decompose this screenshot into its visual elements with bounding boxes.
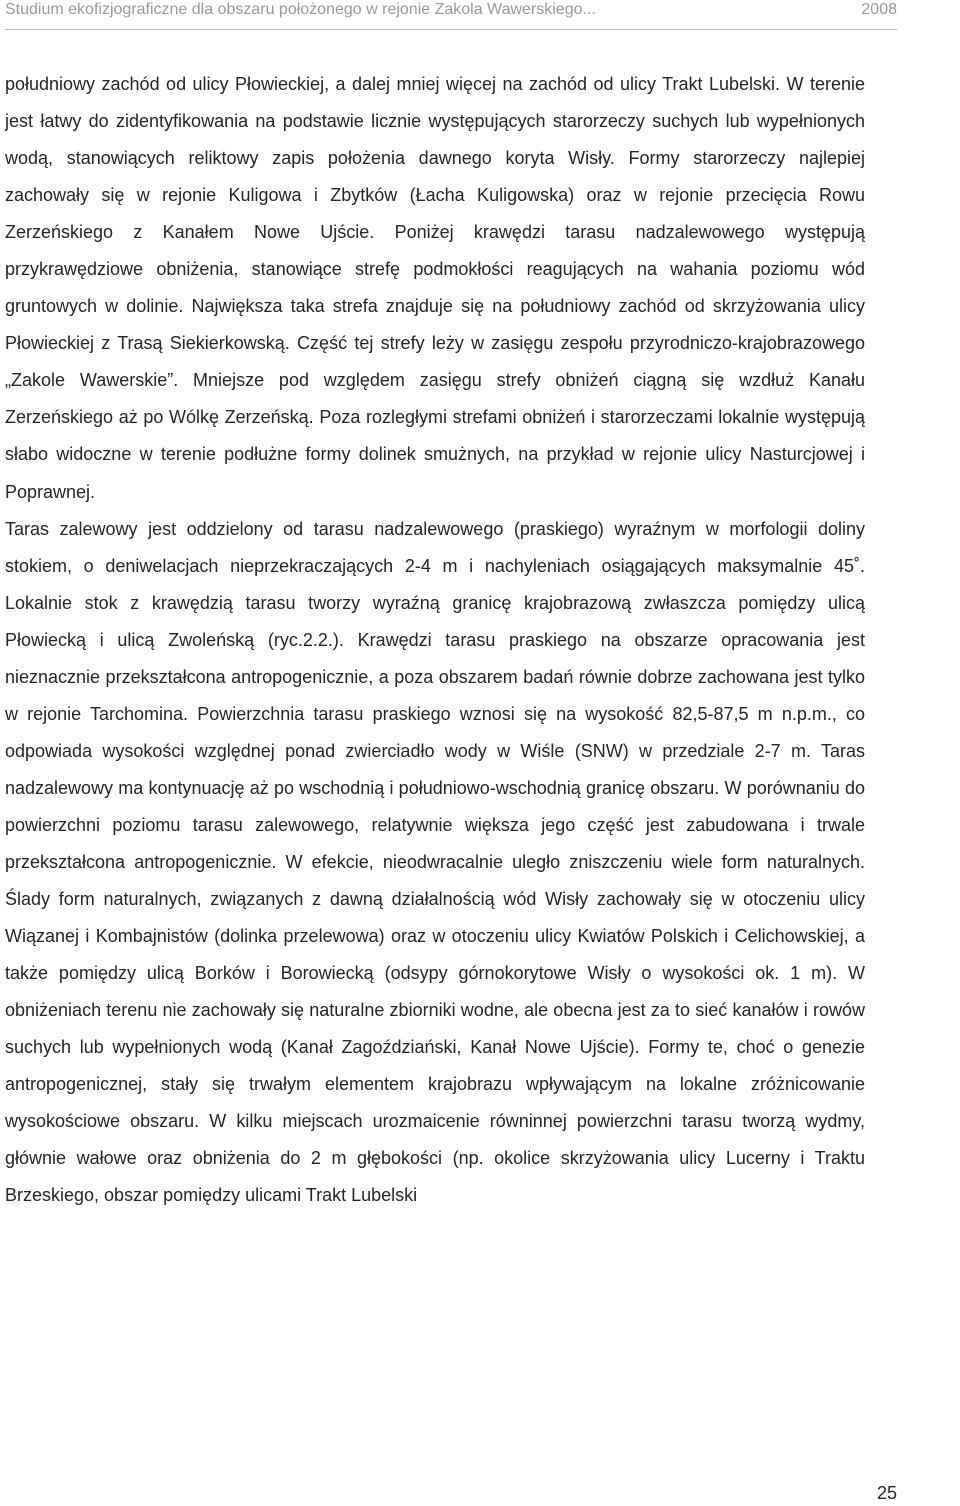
- body-text: [5, 66, 865, 1214]
- header-year: 2008: [861, 1, 897, 18]
- paragraph-2: Taras zalewowy jest oddzielony od tarasu nadzalewowego (praskiego) wyraźnym w morfologii doliny stokiem, o deniwelacjach nieprzekraczających 2-4 m i nachyleniach osiągających maksymalnie 45˚. Lokalnie stok z krawędzią tarasu tworzy wyraźną granicę krajobrazową zwłaszcza pomiędzy ulicą Płowiecką i ulicą Zwoleńską (ryc.2.2.). Krawędzi tarasu praskiego na obszarze opracowania jest nieznacznie przekształcona antropogenicznie, a poza obszarem badań równie dobrze zachowana jest tylko w rejonie Tarchomina. Powierzchnia tarasu praskiego wznosi się na wysokość 82,5-87,5 m n.p.m., co odpowiada wysokości względnej ponad zwierciadło wody w Wiśle (SNW) w przedziale 2-7 m. Taras nadzalewowy ma kontynuację aż po wschodnią i południowo-wschodnią granicę obszaru. W porównaniu do powierzchni poziomu tarasu zalewowego, relatywnie większa jego część jest zabudowana i trwale przekształcona antropogenicznie. W efekcie, nieodwracalnie uległo zniszczeniu wiele form naturalnych. Ślady form naturalnych, związanych z dawną działalnością wód Wisły zachowały się w otoczeniu ulicy Wiązanej i Kombajnistów (dolinka przelewowa) oraz w otoczeniu ulicy Kwiatów Polskich i Celichowskiej, a także pomiędzy ulicą Borków i Borowiecką (odsypy górnokorytowe Wisły o wysokości ok. 1 m). W obniżeniach terenu nie zachowały się naturalne zbiorniki wodne, ale obecna jest za to sieć kanałów i rowów suchych lub wypełnionych wodą (Kanał Zagoździański, Kanał Nowe Ujście). Formy te, choć o genezie antropogenicznej, stały się trwałym elementem krajobrazu wpływającym na lokalne zróżnicowanie wysokościowe obszaru. W kilku miejscach urozmaicenie równinnej powierzchni tarasu tworzą wydmy, głównie wałowe oraz obniżenia do 2 m głębokości (np. okolice skrzyżowania ulicy Lucerny i Traktu Brzeskiego, obszar pomiędzy ulicami Trakt Lubelski: [5, 518, 865, 1206]
- page-number: 25: [876, 1483, 897, 1503]
- page-header: [5, 0, 897, 30]
- paragraph-1: południowy zachód od ulicy Płowieckiej, a dalej mniej więcej na zachód od ulicy Trakt Lubelski. W terenie jest łatwy do zidentyfikowania na podstawie licznie występujących starorzeczy suchych lub wypełnionych wodą, stanowiących reliktowy zapis położenia dawnego koryta Wisły. Formy starorzeczy najlepiej zachowały się w rejonie Kuligowa i Zbytków (Łacha Kuligowska) oraz w rejonie przecięcia Rowu Zerzeńskiego z Kanałem Nowe Ujście. Poniżej krawędzi tarasu nadzalewowego występują przykrawędziowe obniżenia, stanowiące strefę podmokłości reagujących na wahania poziomu wód gruntowych w dolinie. Największa taka strefa znajduje się na południowy zachód od skrzyżowania ulicy Płowieckiej z Trasą Siekierkowską. Część tej strefy leży w zasięgu zespołu przyrodniczo-krajobrazowego „Zakole Wawerskie”. Mniejsze pod względem zasięgu strefy obniżeń ciągną się wzdłuż Kanału Zerzeńskiego aż po Wólkę Zerzeńską. Poza rozległymi strefami obniżeń i starorzeczami lokalnie występują słabo widoczne w terenie podłużne formy dolinek smużnych, na przykład w rejonie ulicy Nasturcjowej i Poprawnej.: [5, 74, 865, 502]
- header-title: Studium ekofizjograficzne dla obszaru położonego w rejonie Zakola Wawerskiego...: [5, 1, 596, 18]
